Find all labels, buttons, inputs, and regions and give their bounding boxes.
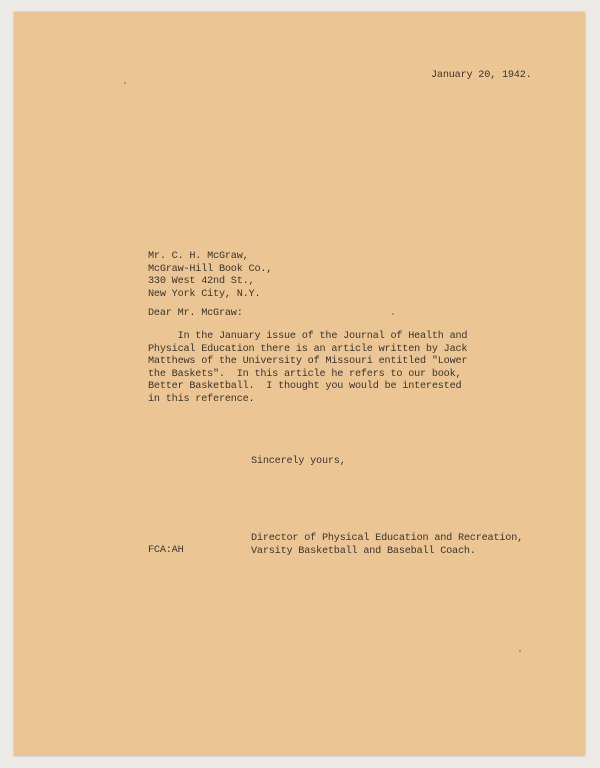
signature-titles [251,533,523,558]
address-line: 330 West 42nd St., [148,276,255,288]
typist-initials: FCA:AH [148,545,184,556]
address-line: Mr. C. H. McGraw, [148,251,249,262]
address-line: New York City, N.Y. [148,288,261,300]
letter-date: January 20, 1942. [431,70,532,81]
paper-speck [392,313,394,315]
title-line: Director of Physical Education and Recreation, [251,533,524,544]
paper-speck [519,650,521,652]
closing: Sincerely yours, [251,456,346,467]
paper-speck [124,82,126,84]
letter-page [14,12,585,756]
body-line: in this reference. [148,393,255,405]
body-line: Matthews of the University of Missouri entitled "Lower [148,356,468,368]
letter-body [148,331,467,407]
body-line: Physical Education there is an article written by Jack [148,343,468,355]
title-line: Varsity Basketball and Baseball Coach. [251,545,476,557]
body-line: In the January issue of the Journal of Health and [148,331,468,342]
body-line: the Baskets". In this article he refers to our book, [148,368,462,380]
recipient-address [148,251,272,301]
body-line: Better Basketball. I thought you would be interested [148,381,462,393]
address-line: McGraw-Hill Book Co., [148,263,273,275]
salutation: Dear Mr. McGraw: [148,308,243,319]
